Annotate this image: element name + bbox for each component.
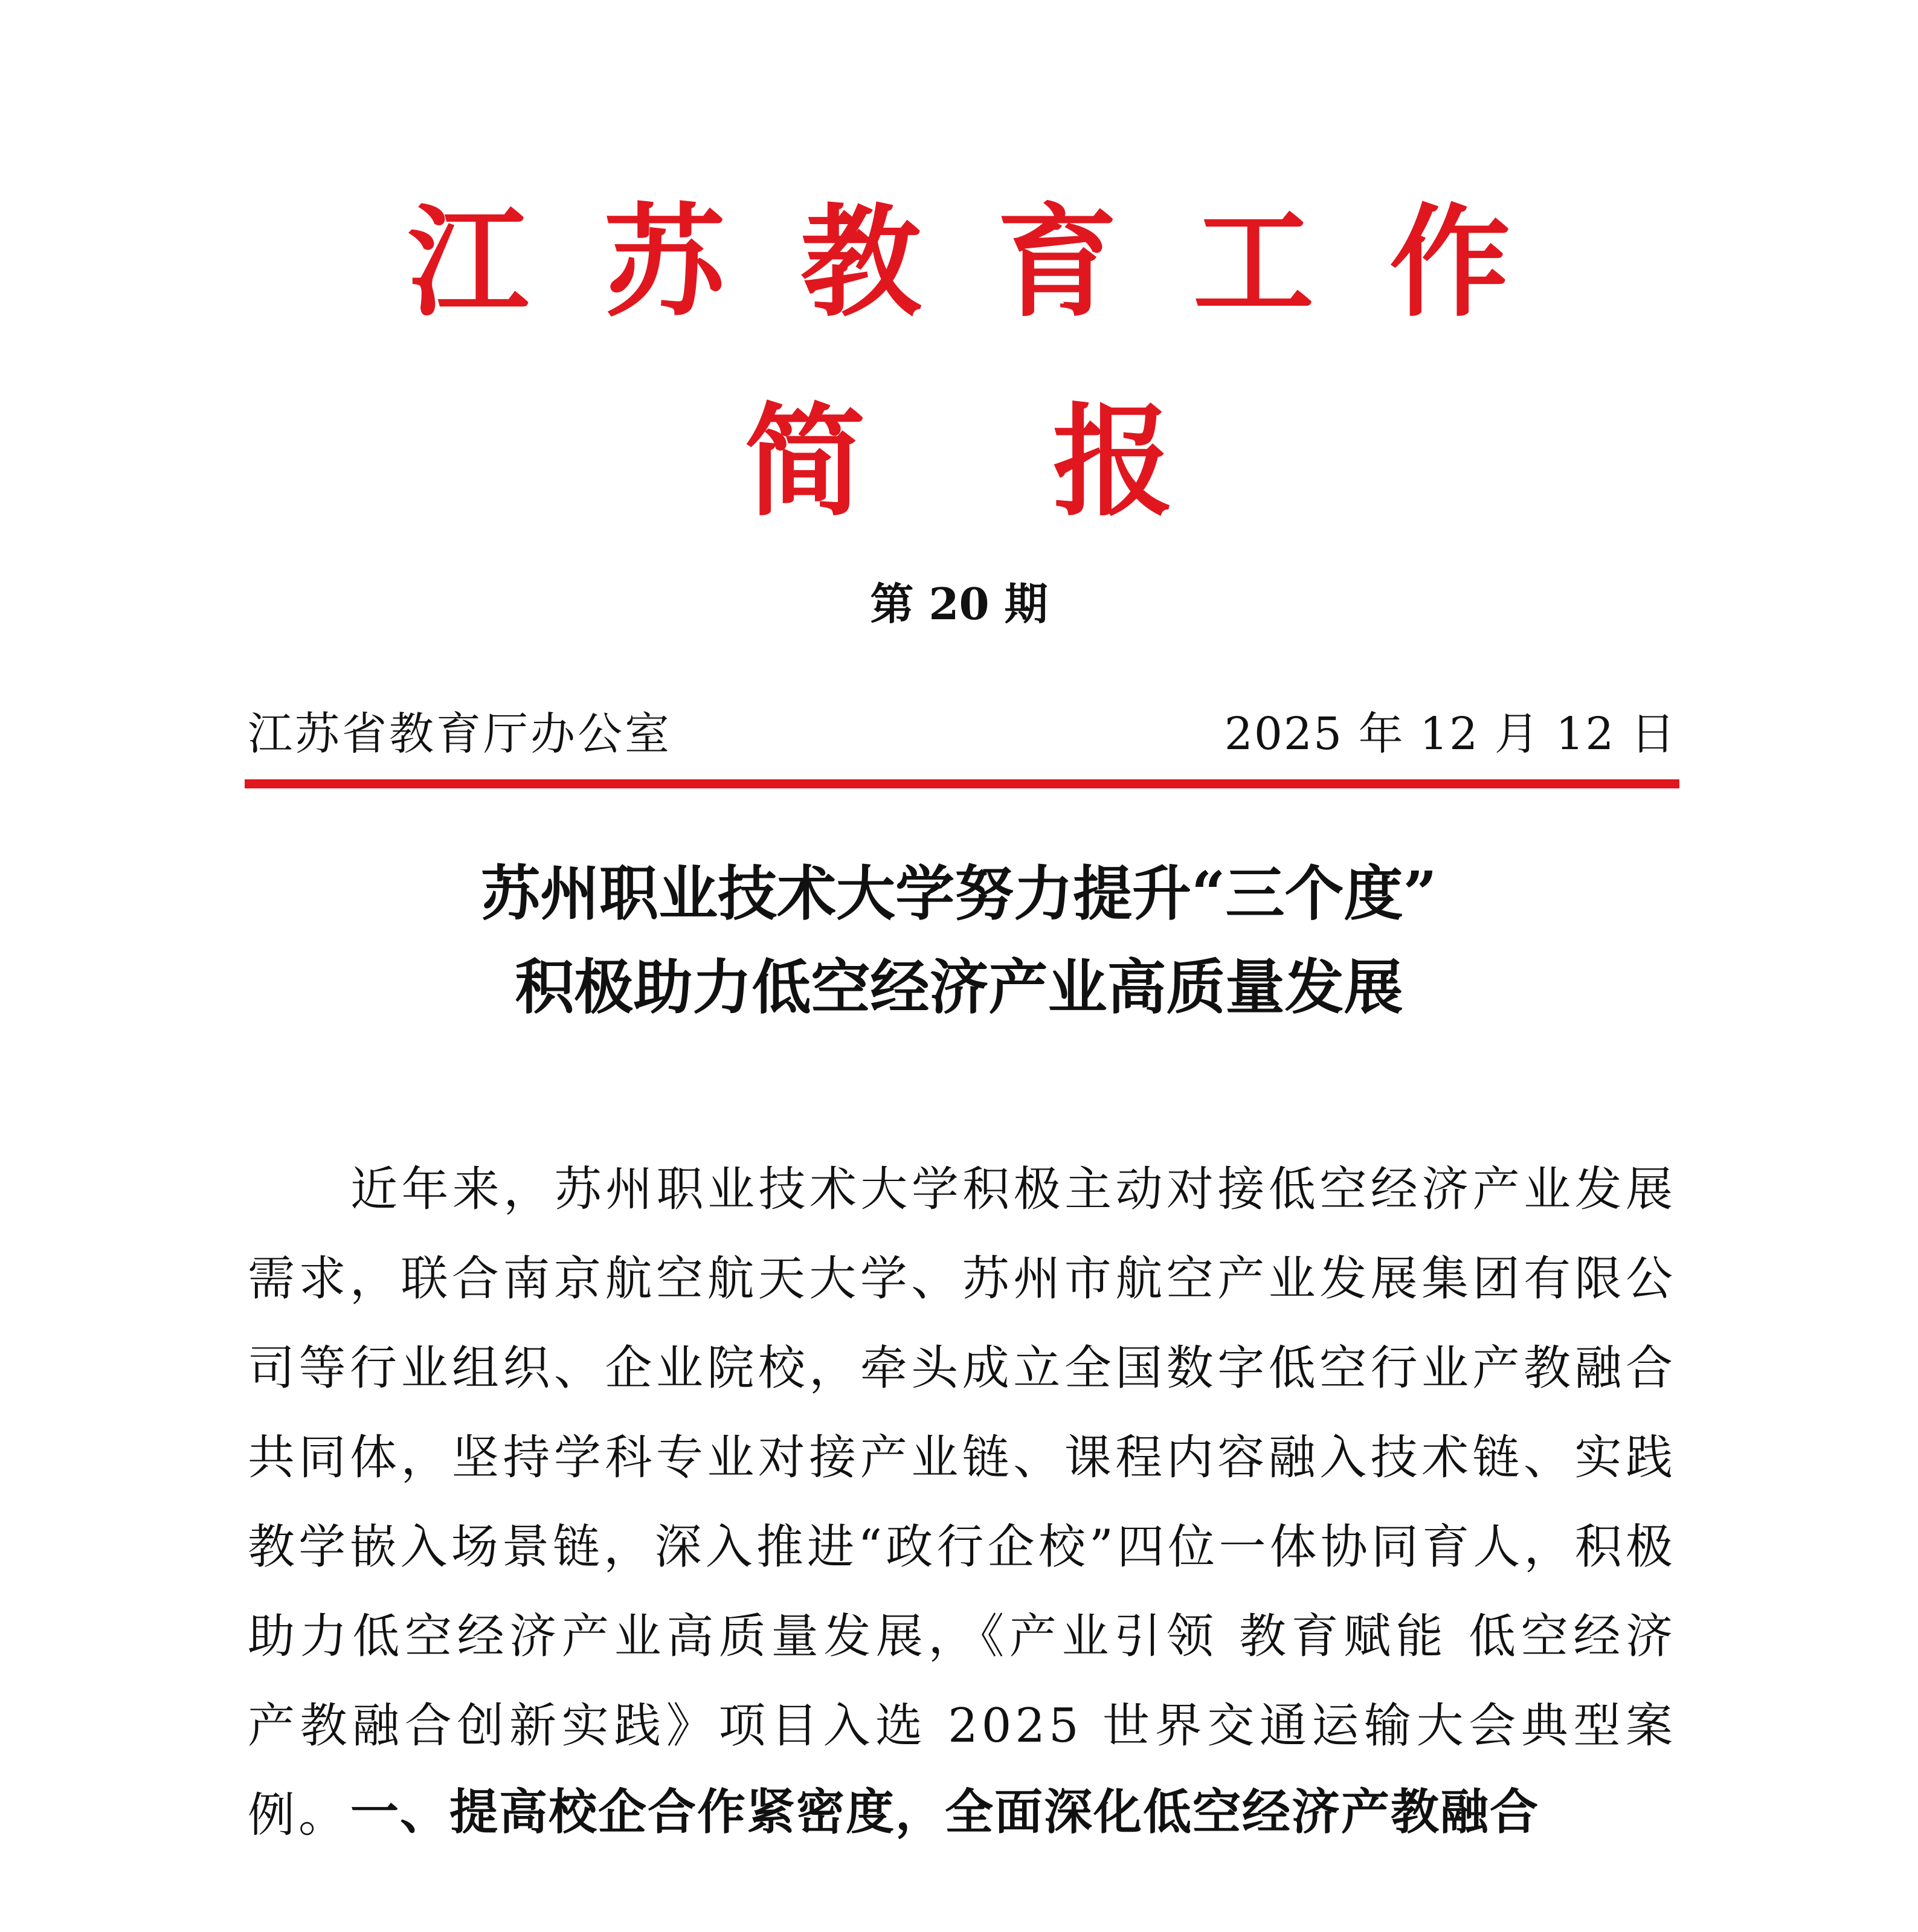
masthead-char: 简 (744, 391, 866, 533)
publish-date: 2025 年 12 月 12 日 (1224, 708, 1676, 760)
masthead-char: 江 (407, 192, 529, 333)
masthead-char: 工 (1193, 192, 1315, 333)
masthead-char: 教 (800, 192, 921, 333)
masthead-subtitle (0, 391, 1918, 533)
red-divider (245, 779, 1679, 788)
masthead-title (0, 193, 1918, 332)
masthead-char: 苏 (603, 192, 725, 333)
issue-number: 第 20 期 (870, 578, 1048, 630)
body-paragraph: 近年来，苏州职业技术大学积极主动对接低空经济产业发展需求，联合南京航空航天大学、苏州市航空产业发展集团有限公司等行业组织、企业院校，牵头成立全国数字低空行业产教融合共同体，坚持学科专业对接产业链、课程内容融入技术链、实践教学嵌入场景链，深入推进“政行企校”四位一体协同育人，积极助力低空经济产业高质量发展，《产业引领 教育赋能 低空经济产教融合创新实践》项目入选 2025 世界交通运输大会典型案例。 (248, 1162, 1676, 1843)
section-heading: 一、提高校企合作紧密度，全面深化低空经济产教融合 (350, 1784, 1539, 1840)
publisher-row (248, 701, 1676, 767)
masthead-char: 报 (1052, 391, 1174, 533)
publisher: 江苏省教育厅办公室 (248, 708, 672, 760)
masthead-char: 作 (1389, 192, 1511, 333)
masthead-char: 育 (997, 192, 1118, 333)
article-title-line-2: 积极助力低空经济产业高质量发展 (515, 953, 1403, 1022)
article-title-line-1: 苏州职业技术大学努力提升“三个度” (481, 859, 1437, 929)
